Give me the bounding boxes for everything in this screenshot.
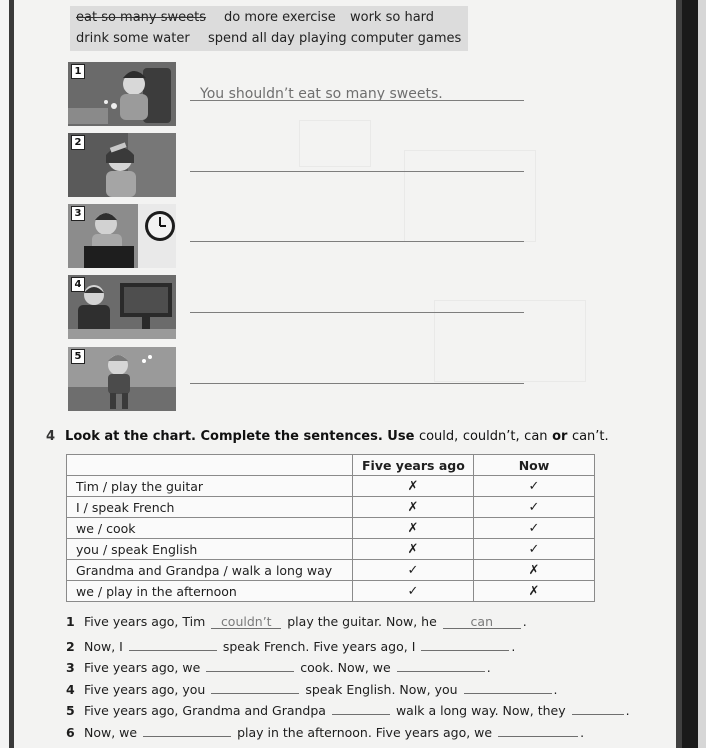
now-mark: ✓ bbox=[474, 539, 595, 560]
answer-blank[interactable] bbox=[397, 657, 485, 672]
table-row bbox=[67, 581, 595, 602]
sentence-list bbox=[66, 614, 636, 743]
item-number: 5 bbox=[71, 349, 85, 364]
tired-girl-icon bbox=[68, 133, 176, 197]
sentence-text: speak French. Five years ago, I bbox=[222, 638, 416, 654]
now-mark: ✗ bbox=[474, 581, 595, 602]
sentence-number: 5 bbox=[66, 703, 75, 718]
word-bank-phrase-5: spend all day playing computer games bbox=[208, 31, 462, 46]
sentence-2 bbox=[66, 636, 636, 658]
keyword-cant: can’t. bbox=[571, 429, 609, 444]
answer-blank[interactable] bbox=[421, 636, 509, 651]
sentence-end: . bbox=[625, 703, 630, 718]
five-years-ago-mark: ✗ bbox=[353, 497, 474, 518]
sentence-text: walk a long way. Now, they bbox=[395, 703, 566, 718]
exercise-4-instruction bbox=[46, 429, 609, 444]
now-mark: ✗ bbox=[474, 560, 595, 581]
word-bank-phrase-4: drink some water bbox=[76, 31, 190, 46]
answer-line-2[interactable] bbox=[190, 170, 524, 172]
scanner-edge-right bbox=[676, 0, 706, 748]
table-row bbox=[67, 476, 595, 497]
sentence-text: Five years ago, Tim bbox=[84, 614, 206, 629]
activity-cell: we / play in the afternoon bbox=[67, 581, 353, 602]
word-bank-phrase-3: work so hard bbox=[350, 10, 435, 25]
sentence-3 bbox=[66, 657, 636, 679]
bleed-through-shape bbox=[299, 120, 371, 167]
answer-text-1: You shouldn’t eat so many sweets. bbox=[200, 86, 443, 102]
answer-line-4[interactable] bbox=[190, 311, 524, 313]
answer-blank[interactable] bbox=[464, 679, 552, 694]
sentence-text: cook. Now, we bbox=[300, 660, 391, 675]
chart-header-row bbox=[67, 455, 595, 476]
keyword-or: or bbox=[552, 429, 568, 444]
answer-line-3[interactable] bbox=[190, 240, 524, 242]
answer-blank[interactable] bbox=[572, 700, 624, 715]
answer-blank[interactable] bbox=[211, 679, 299, 694]
now-mark: ✓ bbox=[474, 518, 595, 539]
sentence-text: Now, I bbox=[84, 638, 123, 654]
sentence-end: . bbox=[522, 614, 527, 629]
answer-blank[interactable]: couldn’t bbox=[211, 614, 281, 629]
table-row bbox=[67, 497, 595, 518]
answer-blank[interactable] bbox=[206, 657, 294, 672]
keyword-can: can bbox=[524, 429, 548, 444]
instruction-text: Look at the chart. Complete the sentences. Use bbox=[65, 429, 415, 444]
answer-blank[interactable] bbox=[129, 636, 217, 651]
sentence-end: . bbox=[486, 660, 491, 675]
man-working-at-desk-icon bbox=[68, 275, 176, 339]
sentence-4 bbox=[66, 679, 636, 701]
sentence-number: 6 bbox=[66, 724, 75, 740]
boy-eating-sweets-icon bbox=[68, 62, 176, 126]
five-years-ago-mark: ✓ bbox=[353, 581, 474, 602]
keyword-couldnt: couldn’t, bbox=[462, 429, 520, 444]
table-row bbox=[67, 560, 595, 581]
sentence-text: Five years ago, Grandma and Grandpa bbox=[84, 703, 326, 718]
table-row bbox=[67, 539, 595, 560]
item-number: 3 bbox=[71, 206, 85, 221]
scanner-edge-left bbox=[0, 0, 14, 748]
activity-cell: we / cook bbox=[67, 518, 353, 539]
sentence-text: play the guitar. Now, he bbox=[287, 614, 437, 629]
sentence-end: . bbox=[580, 724, 585, 740]
five-years-ago-mark: ✗ bbox=[353, 518, 474, 539]
word-bank bbox=[70, 6, 468, 51]
answer-blank[interactable] bbox=[332, 700, 390, 715]
word-bank-phrase-1: eat so many sweets bbox=[76, 10, 207, 25]
sentence-text: speak English. Now, you bbox=[305, 681, 458, 697]
sentence-6 bbox=[66, 722, 636, 744]
five-years-ago-mark: ✗ bbox=[353, 476, 474, 497]
item-number: 2 bbox=[71, 135, 85, 150]
sentence-end: . bbox=[511, 638, 516, 654]
bleed-through-shape bbox=[404, 150, 536, 242]
now-mark: ✓ bbox=[474, 497, 595, 518]
keyword-could: could, bbox=[418, 429, 459, 444]
sentence-number: 2 bbox=[66, 638, 75, 654]
sentence-text: play in the afternoon. Five years ago, we bbox=[237, 724, 493, 740]
sentence-number: 4 bbox=[66, 681, 75, 697]
ability-chart bbox=[66, 454, 595, 602]
header-five-years-ago: Five years ago bbox=[353, 455, 474, 476]
boy-at-computer-with-clock-icon bbox=[68, 204, 176, 268]
item-number: 1 bbox=[71, 64, 85, 79]
activity-cell: you / speak English bbox=[67, 539, 353, 560]
activity-cell: Grandma and Grandpa / walk a long way bbox=[67, 560, 353, 581]
table-row bbox=[67, 518, 595, 539]
sentence-text: Five years ago, we bbox=[84, 660, 201, 675]
answer-blank[interactable] bbox=[498, 722, 578, 737]
sentence-number: 1 bbox=[66, 614, 75, 629]
thirsty-hiker-icon bbox=[68, 347, 176, 411]
activity-cell: Tim / play the guitar bbox=[67, 476, 353, 497]
header-activity bbox=[67, 455, 353, 476]
word-bank-phrase-2: do more exercise bbox=[224, 10, 336, 25]
five-years-ago-mark: ✓ bbox=[353, 560, 474, 581]
sentence-number: 3 bbox=[66, 660, 75, 675]
five-years-ago-mark: ✗ bbox=[353, 539, 474, 560]
item-number: 4 bbox=[71, 277, 85, 292]
header-now: Now bbox=[474, 455, 595, 476]
activity-cell: I / speak French bbox=[67, 497, 353, 518]
worksheet-page bbox=[14, 0, 676, 748]
answer-blank[interactable]: can bbox=[443, 614, 521, 629]
exercise-number: 4 bbox=[46, 429, 56, 444]
sentence-5 bbox=[66, 700, 636, 722]
answer-line-5[interactable] bbox=[190, 382, 524, 384]
sentence-text: Now, we bbox=[84, 724, 138, 740]
sentence-text: Five years ago, you bbox=[84, 681, 206, 697]
answer-blank[interactable] bbox=[143, 722, 231, 737]
sentence-end: . bbox=[553, 681, 558, 697]
now-mark: ✓ bbox=[474, 476, 595, 497]
answer-line-1[interactable] bbox=[190, 99, 524, 101]
sentence-1 bbox=[66, 614, 636, 636]
